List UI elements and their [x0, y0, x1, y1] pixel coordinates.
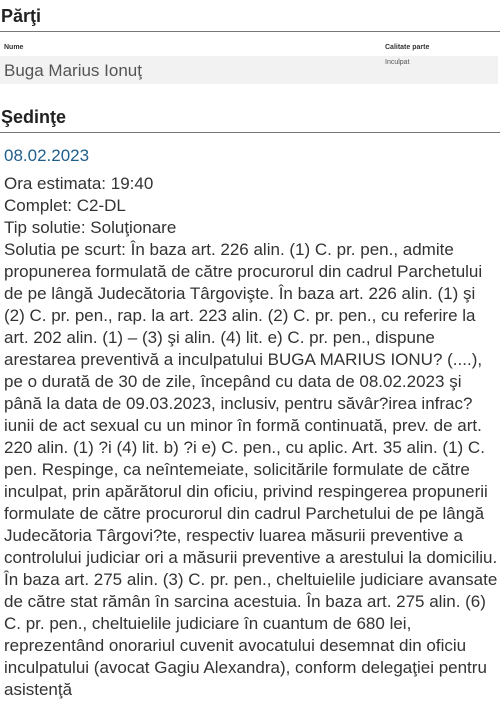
parties-section-header — [0, 5, 500, 32]
party-name: Buga Marius Ionuţ — [4, 61, 142, 80]
table-row — [0, 56, 498, 84]
parties-title: Părţi — [1, 6, 42, 26]
hearings-section-header — [0, 106, 500, 133]
hearings-divider — [0, 132, 500, 133]
hearing-date: 08.02.2023 — [4, 146, 90, 165]
hearing-solution-type: Tip solutie: Soluţionare — [4, 218, 177, 237]
hearing-solution-summary: Solutia pe scurt: În baza art. 226 alin. (1) C. pr. pen., admite propunerea formulată de către procurorul din cadrul Parchetului de pe lângă Judecătoria Târgovişte. În baza art. 226 alin. (1) şi (2) C. pr. pen., rap. la art. 223 alin. (2) C. pr. pen., cu referire la art. 202 alin. (1) – (3) şi alin. (4) lit. e) C. pr. pen., dispune arestarea preventivă a inculpatului BUGA MARIUS IONU? (....), pe o durată de 30 de zile, începând cu data de 08.02.2023 şi până la data de 09.03.2023, inclusiv, pentru săvâr?irea infrac?iunii de act sexual cu un minor în formă continuată, prev. de art. 220 alin. (1) ?i (4) lit. b) ?i e) C. pen., cu aplic. Art. 35 alin. (1) C. pen. Respinge, ca neîntemeiate, solicitările formulate de către inculpat, prin apărătorul din oficiu, privind respingerea propunerii formulate de către procurorul din cadrul Parchetului de pe lângă Judecătoria Târgovi?te, respectiv luarea măsurii preventive a controlului judiciar ori a măsurii preventive a arestului la domiciliu. În baza art. 275 alin. (3) C. pr. pen., cheltuielile judiciare avansate de către stat rămân în sarcina acestuia. În baza art. 275 alin. (6) C. pr. pen., cheltuielile judiciare în cuantum de 680 lei, reprezentând onorariul cuvenit avocatului desemnat din oficiu inculpatului (avocat Gagiu Alexandra), conform delegaţiei pentru asistenţă — [4, 240, 498, 699]
parties-divider — [0, 31, 500, 32]
hearing-panel: Complet: C2-DL — [4, 196, 126, 215]
hearing-details — [4, 173, 498, 701]
hearing-time: Ora estimata: 19:40 — [4, 174, 154, 193]
party-role: Inculpat — [385, 59, 410, 66]
column-header-role: Calitate parte — [385, 44, 430, 51]
hearings-title: Şedinţe — [1, 107, 67, 127]
column-header-name: Nume — [4, 44, 24, 51]
